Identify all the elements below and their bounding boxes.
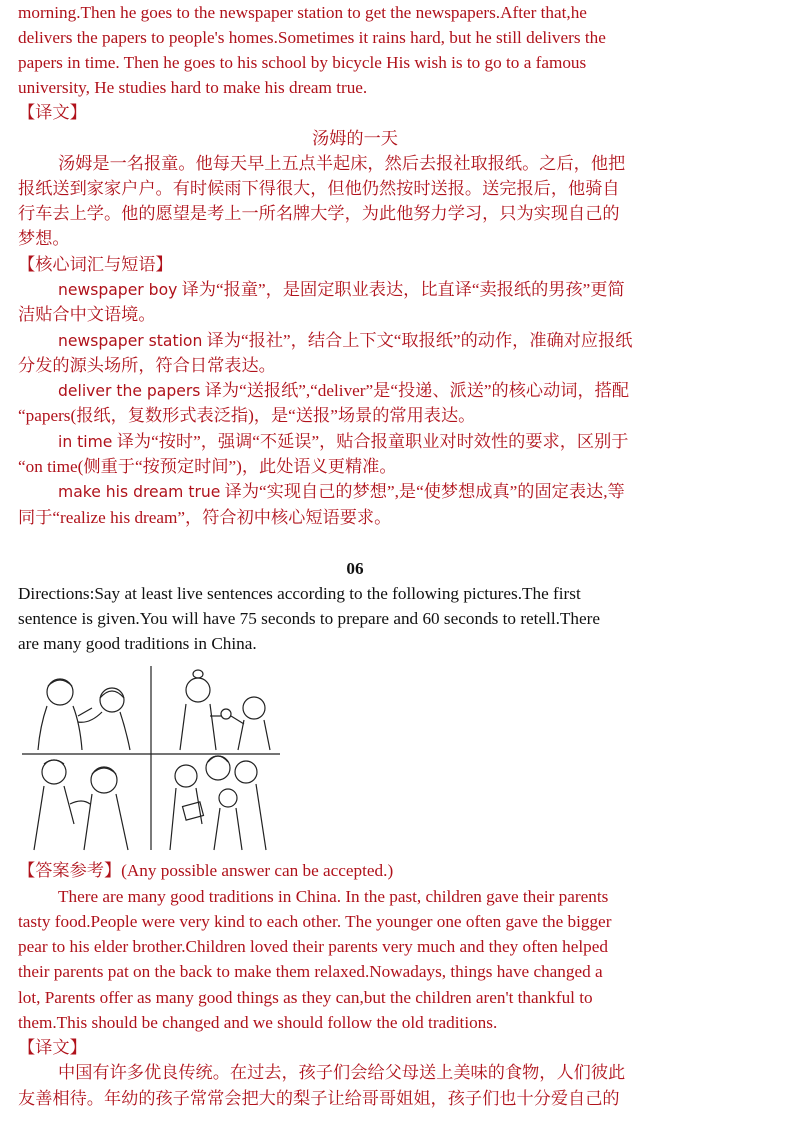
vocab-item-1-cont: 洁贴合中文语境。 bbox=[18, 305, 156, 324]
vocab-item-3 bbox=[58, 378, 629, 404]
panel-modern-family-icon bbox=[170, 756, 266, 850]
vocab-item-5 bbox=[58, 479, 625, 505]
answer-line-6: them.This should be changed and we should follow the old traditions. bbox=[18, 1013, 498, 1032]
vocab-gloss: 译为“按时”，强调“不延误”，贴合报童职业对时效性的要求，区别于 bbox=[112, 432, 629, 451]
answer-translation-line-2: 友善相待。年幼的孩子常常会把大的梨子让给哥哥姐姐，孩子们也十分爱自己的 bbox=[18, 1089, 620, 1108]
vocab-item-4 bbox=[58, 429, 628, 455]
answer-line-5: lot, Parents offer as many good things as they can,but the children aren't thankful to bbox=[18, 988, 593, 1007]
vocab-term: make his dream true bbox=[58, 483, 221, 501]
translation-line-2: 报纸送到家家户户。有时候雨下得很大，但他仍然按时送报。送完报后，他骑自 bbox=[18, 179, 620, 198]
translation-line-3: 行车去上学。他的愿望是考上一所名牌大学，为此他努力学习，只为实现自己的 bbox=[18, 204, 620, 223]
panel-sharing-pear-icon bbox=[180, 670, 270, 750]
translation-heading: 【译文】 bbox=[18, 103, 87, 122]
answer-translation-line-1: 中国有许多优良传统。在过去，孩子们会给父母送上美味的食物，人们彼此 bbox=[58, 1063, 626, 1082]
vocab-item-3-cont: “papers(报纸，复数形式表泛指)，是“送报”场景的常用表达。 bbox=[18, 406, 476, 425]
vocab-item-5-cont: 同于“realize his dream”，符合初中核心短语要求。 bbox=[18, 508, 392, 527]
vocab-item-2-cont: 分发的源头场所，符合日常表达。 bbox=[18, 356, 276, 375]
vocab-gloss: 译为“实现自己的梦想”,是“使梦想成真”的固定表达,等 bbox=[220, 482, 625, 501]
vocab-gloss: 译为“报童”，是固定职业表达，比直译“卖报纸的男孩”更简 bbox=[177, 280, 625, 299]
vocab-gloss: 译为“报社”，结合上下文“取报纸”的动作，准确对应报纸 bbox=[202, 331, 633, 350]
directions-line-1: Directions:Say at least live sentences according to the following pictures.The first bbox=[18, 584, 581, 603]
answer-line-1: There are many good traditions in China. In the past, children gave their parents bbox=[58, 887, 609, 906]
directions-line-2: sentence is given.You will have 75 seconds to prepare and 60 seconds to retell.There bbox=[18, 609, 600, 628]
story-line-1: morning.Then he goes to the newspaper station to get the newspapers.After that,he bbox=[18, 3, 587, 22]
vocab-gloss: 译为“送报纸”,“deliver”是“投递、派送”的核心动词，搭配 bbox=[200, 381, 630, 400]
answer-line-3: pear to his elder brother.Children loved their parents very much and they often helped bbox=[18, 937, 608, 956]
vocab-term: in time bbox=[58, 433, 113, 451]
answer-heading: 【答案参考】 bbox=[18, 861, 122, 880]
vocab-item-2 bbox=[58, 328, 632, 354]
translation-line-1: 汤姆是一名报童。他每天早上五点半起床，然后去报社取报纸。之后，他把 bbox=[58, 154, 626, 173]
panel-patting-back-icon bbox=[34, 760, 128, 850]
story-line-4: university, He studies hard to make his dream true. bbox=[18, 78, 368, 97]
vocab-item-1 bbox=[58, 277, 625, 303]
answer-note: (Any possible answer can be accepted.) bbox=[121, 861, 394, 880]
translation-line-4: 梦想。 bbox=[18, 229, 70, 248]
story-line-2: delivers the papers to people's homes.Sometimes it rains hard, but he still delivers the bbox=[18, 28, 606, 47]
vocab-term: deliver the papers bbox=[58, 382, 201, 400]
vocab-term: newspaper station bbox=[58, 332, 203, 350]
answer-translation-heading: 【译文】 bbox=[18, 1038, 87, 1057]
directions-line-3: are many good traditions in China. bbox=[18, 634, 257, 653]
answer-line-4: their parents pat on the back to make them relaxed.Nowadays, things have changed a bbox=[18, 962, 603, 981]
vocab-heading: 【核心词汇与短语】 bbox=[18, 255, 173, 274]
traditions-illustration bbox=[20, 664, 282, 852]
translation-title: 汤姆的一天 bbox=[312, 129, 398, 148]
story-line-3: papers in time. Then he goes to his school by bicycle His wish is to go to a famous bbox=[18, 53, 587, 72]
section-number: 06 bbox=[346, 559, 364, 578]
vocab-item-4-cont: “on time(侧重于“按预定时间”)，此处语义更精准。 bbox=[18, 457, 397, 476]
answer-line-2: tasty food.People were very kind to each other. The younger one often gave the bigger bbox=[18, 912, 612, 931]
vocab-term: newspaper boy bbox=[58, 281, 178, 299]
panel-feeding-parent-icon bbox=[38, 679, 130, 750]
answer-heading-line bbox=[18, 858, 393, 883]
